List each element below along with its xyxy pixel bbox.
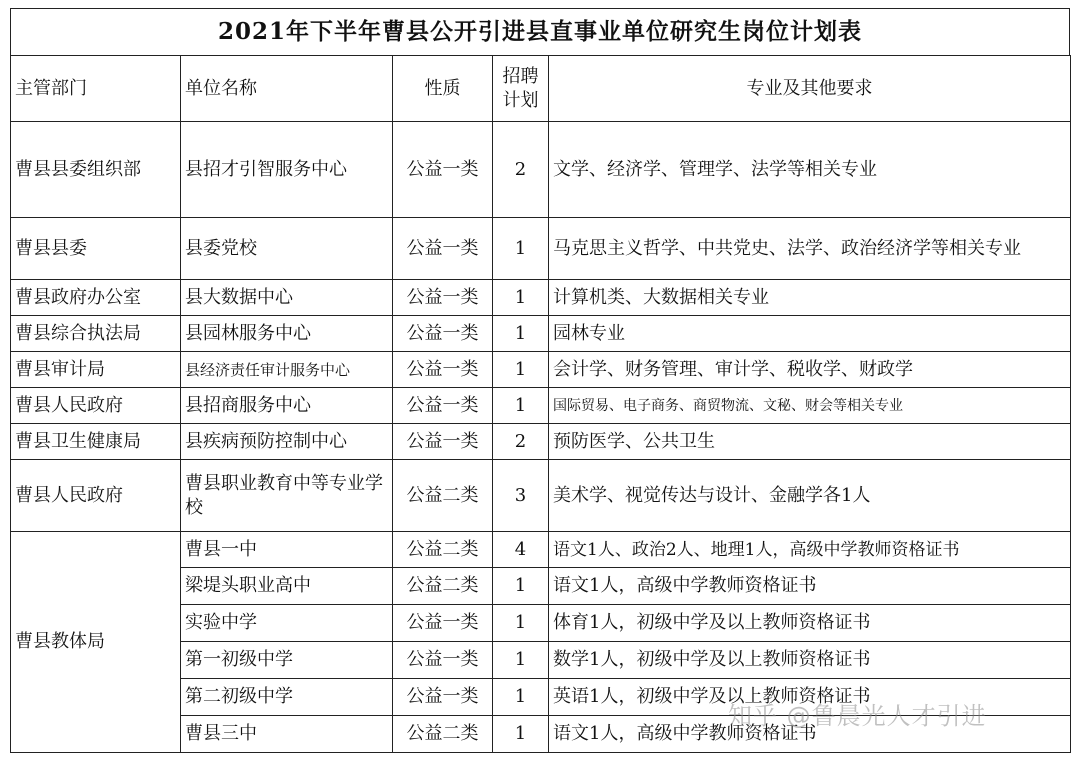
header-row — [11, 56, 1071, 122]
unit-cell: 曹县职业教育中等专业学校 — [181, 460, 393, 532]
unit-cell: 县园林服务中心 — [181, 316, 393, 352]
nature-cell: 公益一类 — [393, 679, 493, 716]
table-row — [11, 280, 1071, 316]
plan-cell: 1 — [493, 568, 549, 605]
unit-cell: 县招才引智服务中心 — [181, 122, 393, 218]
unit-cell: 县疾病预防控制中心 — [181, 424, 393, 460]
nature-cell: 公益一类 — [393, 642, 493, 679]
nature-cell: 公益一类 — [393, 605, 493, 642]
nature-cell: 公益二类 — [393, 716, 493, 753]
nature-cell: 公益一类 — [393, 352, 493, 388]
requirements-cell: 文学、经济学、管理学、法学等相关专业 — [549, 122, 1071, 218]
dept-cell: 曹县卫生健康局 — [11, 424, 181, 460]
plan-cell: 2 — [493, 424, 549, 460]
header-unit: 单位名称 — [181, 56, 393, 122]
unit-cell: 县大数据中心 — [181, 280, 393, 316]
table-row — [11, 424, 1071, 460]
unit-cell: 县经济责任审计服务中心 — [181, 352, 393, 388]
dept-cell: 曹县县委 — [11, 218, 181, 280]
plan-cell: 1 — [493, 388, 549, 424]
unit-cell: 实验中学 — [181, 605, 393, 642]
plan-cell: 3 — [493, 460, 549, 532]
nature-cell: 公益二类 — [393, 532, 493, 568]
header-dept: 主管部门 — [11, 56, 181, 122]
unit-cell: 曹县三中 — [181, 716, 393, 753]
unit-cell: 曹县一中 — [181, 532, 393, 568]
dept-cell: 曹县人民政府 — [11, 460, 181, 532]
nature-cell: 公益一类 — [393, 218, 493, 280]
plan-cell: 1 — [493, 218, 549, 280]
table-row — [11, 352, 1071, 388]
table-row — [11, 122, 1071, 218]
dept-cell: 曹县审计局 — [11, 352, 181, 388]
requirements-cell: 马克思主义哲学、中共党史、法学、政治经济学等相关专业 — [549, 218, 1071, 280]
dept-cell: 曹县县委组织部 — [11, 122, 181, 218]
dept-cell-education: 曹县教体局 — [11, 532, 181, 753]
plan-cell: 1 — [493, 316, 549, 352]
requirements-cell: 语文1人，高级中学教师资格证书 — [549, 568, 1071, 605]
nature-cell: 公益一类 — [393, 424, 493, 460]
header-requirements: 专业及其他要求 — [549, 56, 1071, 122]
table-row — [11, 388, 1071, 424]
nature-cell: 公益一类 — [393, 122, 493, 218]
unit-cell: 第二初级中学 — [181, 679, 393, 716]
requirements-cell: 语文1人，高级中学教师资格证书 — [549, 716, 1071, 753]
dept-cell: 曹县政府办公室 — [11, 280, 181, 316]
table-row — [11, 218, 1071, 280]
requirements-cell: 美术学、视觉传达与设计、金融学各1人 — [549, 460, 1071, 532]
requirements-cell: 体育1人，初级中学及以上教师资格证书 — [549, 605, 1071, 642]
plan-cell: 1 — [493, 642, 549, 679]
plan-sheet — [10, 8, 1070, 753]
dept-cell: 曹县综合执法局 — [11, 316, 181, 352]
plan-cell: 4 — [493, 532, 549, 568]
requirements-cell: 计算机类、大数据相关专业 — [549, 280, 1071, 316]
requirements-cell: 数学1人，初级中学及以上教师资格证书 — [549, 642, 1071, 679]
plan-cell: 1 — [493, 352, 549, 388]
unit-cell: 县委党校 — [181, 218, 393, 280]
nature-cell: 公益二类 — [393, 568, 493, 605]
unit-cell: 第一初级中学 — [181, 642, 393, 679]
header-plan: 招聘 计划 — [493, 56, 549, 122]
plan-table — [10, 55, 1071, 753]
requirements-cell: 会计学、财务管理、审计学、税收学、财政学 — [549, 352, 1071, 388]
nature-cell: 公益一类 — [393, 280, 493, 316]
requirements-cell: 园林专业 — [549, 316, 1071, 352]
plan-cell: 1 — [493, 605, 549, 642]
watermark: 知乎 @鲁晨光人才引进 — [728, 702, 987, 730]
requirements-cell: 国际贸易、电子商务、商贸物流、文秘、财会等相关专业 — [549, 388, 1071, 424]
requirements-cell: 语文1人、政治2人、地理1人，高级中学教师资格证书 — [549, 532, 1071, 568]
page-title: 2021年下半年曹县公开引进县直事业单位研究生岗位计划表 — [10, 8, 1070, 55]
nature-cell: 公益一类 — [393, 316, 493, 352]
plan-cell: 1 — [493, 716, 549, 753]
nature-cell: 公益二类 — [393, 460, 493, 532]
unit-cell: 梁堤头职业高中 — [181, 568, 393, 605]
plan-cell: 2 — [493, 122, 549, 218]
plan-cell: 1 — [493, 280, 549, 316]
unit-cell: 县招商服务中心 — [181, 388, 393, 424]
header-nature: 性质 — [393, 56, 493, 122]
table-row — [11, 532, 1071, 568]
requirements-cell: 预防医学、公共卫生 — [549, 424, 1071, 460]
nature-cell: 公益一类 — [393, 388, 493, 424]
plan-cell: 1 — [493, 679, 549, 716]
table-row — [11, 460, 1071, 532]
requirements-cell: 英语1人，初级中学及以上教师资格证书 — [549, 679, 1071, 716]
table-row — [11, 316, 1071, 352]
dept-cell: 曹县人民政府 — [11, 388, 181, 424]
